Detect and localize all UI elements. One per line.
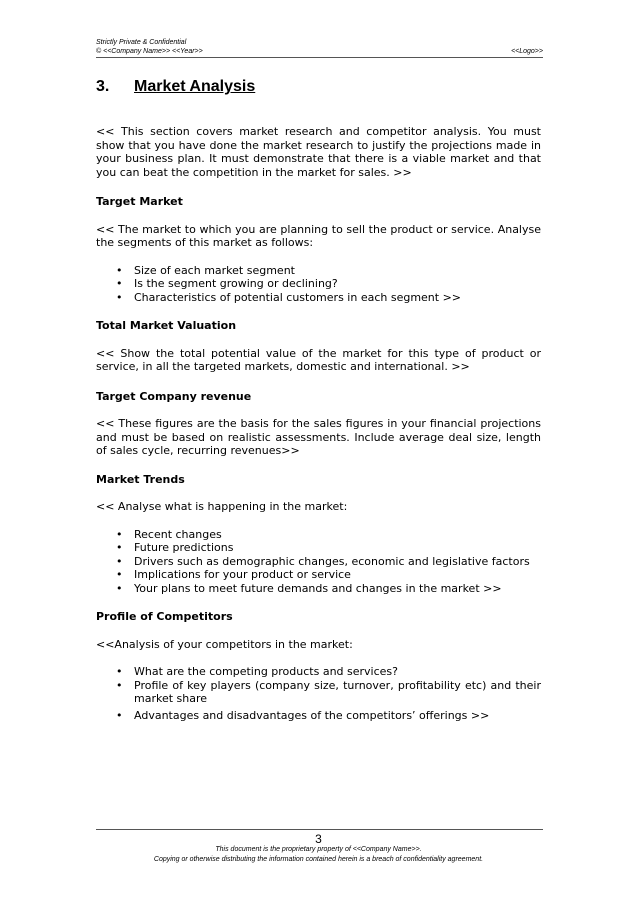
list-item: • Recent changes (116, 528, 541, 542)
header-copyright: © <<Company Name>> <<Year>> (96, 48, 203, 55)
target-market-list (96, 264, 541, 305)
section-number: 3. (96, 78, 110, 95)
list-item: • Is the segment growing or declining? (116, 277, 541, 291)
market-trends-text: << Analyse what is happening in the market: (96, 500, 348, 513)
company-revenue-text: << These figures are the basis for the sales figures in your financial projections and must be based on realistic assessments. Include average deal size, length of sales cycle, recurring revenues>> (96, 417, 541, 457)
list-item: • Future predictions (116, 541, 541, 555)
total-valuation-text: << Show the total potential value of the market for this type of product or service, in all the targeted markets, domestic and international. >> (96, 346, 541, 373)
list-item: • Advantages and disadvantages of the competitors’ offerings >> (116, 709, 541, 723)
section-title (96, 78, 255, 96)
market-trends-list (96, 528, 541, 596)
list-item: • Size of each market segment (116, 264, 541, 278)
market-trends-heading: Market Trends (96, 472, 185, 486)
competitors-heading: Profile of Competitors (96, 610, 233, 623)
total-valuation-heading: Total Market Valuation (96, 319, 237, 332)
page-number: 3 (315, 832, 322, 846)
document-body (96, 125, 541, 722)
header-divider (96, 57, 543, 58)
footer-divider (96, 829, 543, 830)
footer-confidentiality: Copying or otherwise distributing the information contained herein is a breach of confidentiality agreement. (153, 856, 484, 863)
list-item: • Drivers such as demographic changes, economic and legislative factors (116, 555, 541, 569)
list-item: • Characteristics of potential customers in each segment >> (116, 291, 541, 305)
page-header (96, 38, 543, 56)
competitors-list (96, 665, 541, 722)
company-revenue-heading: Target Company revenue (96, 389, 252, 403)
page-footer (0, 845, 637, 865)
intro-paragraph: << This section covers market research and competitor analysis. You must show that you have done the market research to justify the projections made in your business plan. It must demonstrate that there is a viable market and that you can beat the competition in the market for sales. >> (96, 125, 541, 179)
header-confidential: Strictly Private & Confidential (96, 39, 187, 46)
list-item: • Profile of key players (company size, turnover, profitability etc) and their market share (116, 679, 541, 706)
target-market-text: << The market to which you are planning to sell the product or service. Analyse the segments of this market as follows: (96, 222, 541, 249)
header-logo-placeholder: <<Logo>> (511, 48, 543, 55)
section-title-text: Market Analysis (134, 78, 256, 95)
list-item: • What are the competing products and services? (116, 665, 541, 679)
list-item: • Implications for your product or service (116, 568, 541, 582)
footer-ownership: This document is the proprietary property of <<Company Name>>. (215, 846, 422, 853)
list-item: • Your plans to meet future demands and changes in the market >> (116, 582, 541, 596)
target-market-heading: Target Market (96, 195, 183, 208)
competitors-text: <<Analysis of your competitors in the market: (96, 637, 353, 651)
